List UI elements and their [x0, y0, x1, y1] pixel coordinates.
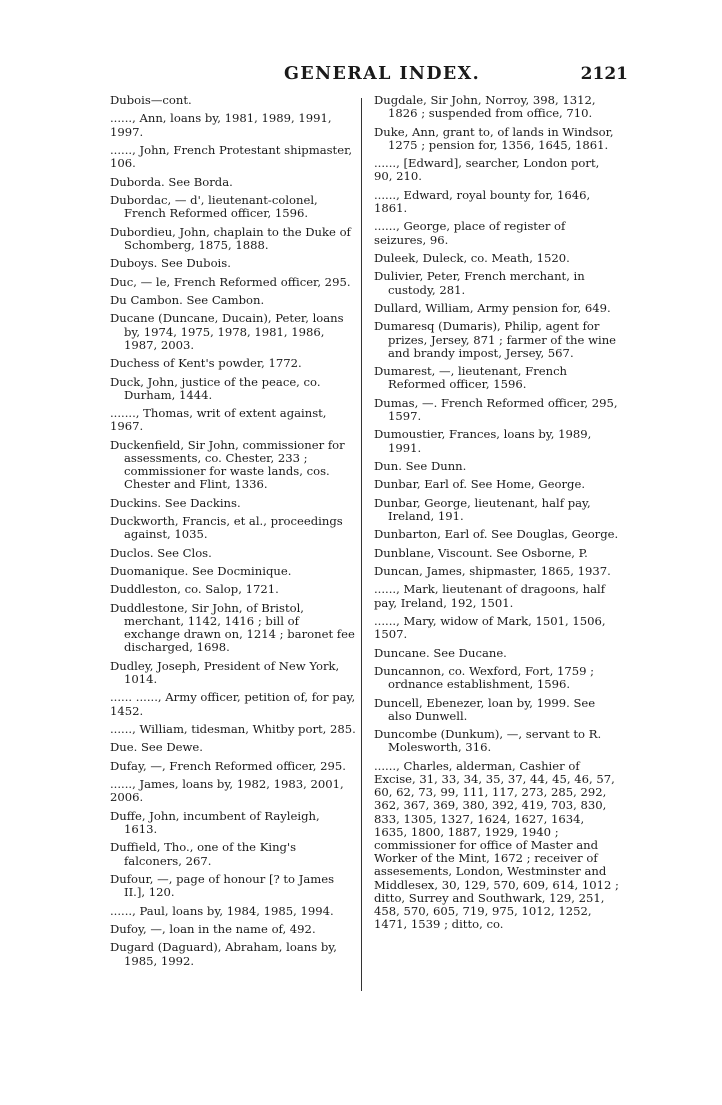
column-divider [361, 98, 362, 991]
index-entry: ......, William, tidesman, Whitby port, 285. [110, 722, 356, 737]
index-entry: Duleek, Duleck, co. Meath, 1520. [374, 250, 570, 265]
page-number: 2121 [580, 64, 628, 84]
index-entry: ......, Paul, loans by, 1984, 1985, 1994. [110, 903, 334, 918]
index-entry: Due. See Dewe. [110, 740, 203, 755]
index-entry: Dumarest, —, lieutenant, French Reformed officer, 1596. [374, 364, 568, 392]
index-entry: Dubordieu, John, chaplain to the Duke of Schomberg, 1875, 1888. [110, 224, 351, 252]
index-entry: Dufay, —, French Reformed officer, 295. [110, 758, 346, 773]
index-entry: ......, James, loans by, 1982, 1983, 2001, 2006. [110, 777, 344, 805]
index-entry: ......, Mark, lieutenant of dragoons, half pay, Ireland, 192, 1501. [374, 582, 606, 610]
index-entry: Duffield, Tho., one of the King's falconers, 267. [110, 840, 297, 868]
index-entry: Duncell, Ebenezer, loan by, 1999. See also Dunwell. [374, 695, 596, 723]
index-entry: Duddleston, co. Salop, 1721. [110, 582, 279, 597]
index-entry: Dunblane, Viscount. See Osborne, P. [374, 545, 588, 560]
index-entry: ......, Ann, loans by, 1981, 1989, 1991, 1997. [110, 111, 332, 139]
index-entry: Dufoy, —, loan in the name of, 492. [110, 921, 316, 936]
index-entry: ......, Edward, royal bounty for, 1646, 1861. [374, 187, 591, 215]
index-entry: Dubois—cont. [110, 93, 192, 107]
page-header [108, 62, 628, 92]
index-entry: ......, George, place of register of seizures, 96. [374, 219, 566, 247]
index-entry: Duckworth, Francis, et al., proceedings against, 1035. [110, 514, 343, 542]
index-column-right [374, 94, 620, 937]
index-entry: Dullard, William, Army pension for, 649. [374, 300, 611, 315]
index-column-left [110, 94, 356, 973]
index-entry: Dunbar, George, lieutenant, half pay, Ireland, 191. [374, 495, 591, 523]
index-entry: Duc, — le, French Reformed officer, 295. [110, 274, 351, 289]
index-entry: Duffe, John, incumbent of Rayleigh, 1613. [110, 808, 320, 837]
index-entry: Duchess of Kent's powder, 1772. [110, 356, 302, 371]
index-entry: ......, Mary, widow of Mark, 1501, 1506, 1507. [374, 614, 606, 642]
index-entry: Duboys. See Dubois. [110, 256, 231, 271]
index-entry: Du Cambon. See Cambon. [110, 292, 265, 307]
index-entry: Dudley, Joseph, President of New York, 1014. [110, 658, 340, 687]
index-entry: Dulivier, Peter, French merchant, in custody, 281. [374, 269, 585, 297]
index-entry: Dunbarton, Earl of. See Douglas, George. [374, 527, 619, 542]
index-entry: ......, Charles, alderman, Cashier of Excise, 31, 33, 34, 35, 37, 44, 45, 46, 57, 60, 62, 73, 99, 111, 117, 273, 285, 292, 362, 367, 369, 380, 392, 419, 703, 830, 833, 1305, 1327, 1624, 1627, 1634, 1635, 1800, 1887, 1929, 1940 ; commissioner for office of Master and Worker of the Mint, 1672 ; receiver of assesements, London, Westminster and Middlesex, 30, 129, 570, 609, 614, 1012 ; ditto, Surrey and Southwark, 129, 251, 458, 570, 605, 719, 975, 1012, 1252, 1471, 1539 ; ditto, co. [374, 758, 619, 932]
index-entry: Duborda. See Borda. [110, 174, 233, 189]
index-entry: Dubordac, — d', lieutenant-colonel, French Reformed officer, 1596. [110, 192, 318, 221]
index-entry: Dufour, —, page of honour [? to James II.], 120. [110, 872, 335, 900]
index-entry: Duncan, James, shipmaster, 1865, 1937. [374, 564, 611, 579]
index-entry: Dunbar, Earl of. See Home, George. [374, 477, 586, 492]
index-entry: Dugdale, Sir John, Norroy, 398, 1312, 1826 ; suspended from office, 710. [374, 93, 596, 121]
index-entry: Dumaresq (Dumaris), Philip, agent for prizes, Jersey, 871 ; farmer of the wine and brandy impost, Jersey, 567. [374, 319, 617, 360]
index-entry: Ducane (Duncane, Ducain), Peter, loans by, 1974, 1975, 1978, 1981, 1986, 1987, 2003. [110, 311, 344, 352]
index-entry: ......, John, French Protestant shipmaster, 106. [110, 142, 353, 171]
index-entry: ......, [Edward], searcher, London port, 90, 210. [374, 156, 600, 184]
index-entry: Duckins. See Dackins. [110, 495, 241, 510]
index-entry: Dun. See Dunn. [374, 458, 467, 473]
index-entry: Duclos. See Clos. [110, 545, 212, 560]
index-entry: ...... ......, Army officer, petition of, for pay, 1452. [110, 690, 356, 718]
index-entry: Duomanique. See Docminique. [110, 564, 292, 579]
index-entry: Duncannon, co. Wexford, Fort, 1759 ; ordnance establishment, 1596. [374, 664, 595, 692]
index-entry: Dumoustier, Frances, loans by, 1989, 1991. [374, 427, 592, 455]
page-title: GENERAL INDEX. [284, 64, 481, 84]
index-entry: Duke, Ann, grant to, of lands in Windsor, 1275 ; pension for, 1356, 1645, 1861. [374, 124, 614, 152]
index-entry: Duddlestone, Sir John, of Bristol, merchant, 1142, 1416 ; bill of exchange drawn on, 1214 ; baronet fee discharged, 1698. [110, 600, 355, 655]
index-entry: Duncane. See Ducane. [374, 645, 507, 660]
index-entry: Duncombe (Dunkum), —, servant to R. Molesworth, 316. [374, 727, 602, 755]
index-entry: Dumas, —. French Reformed officer, 295, 1597. [374, 395, 618, 423]
index-entry: Duckenfield, Sir John, commissioner for assessments, co. Chester, 233 ; commissioner for waste lands, cos. Chester and Flint, 1336. [110, 437, 345, 492]
index-entry: ......., Thomas, writ of extent against, 1967. [110, 406, 327, 434]
index-entry: Dugard (Daguard), Abraham, loans by, 1985, 1992. [110, 940, 337, 968]
index-entry: Duck, John, justice of the peace, co. Durham, 1444. [110, 374, 321, 402]
